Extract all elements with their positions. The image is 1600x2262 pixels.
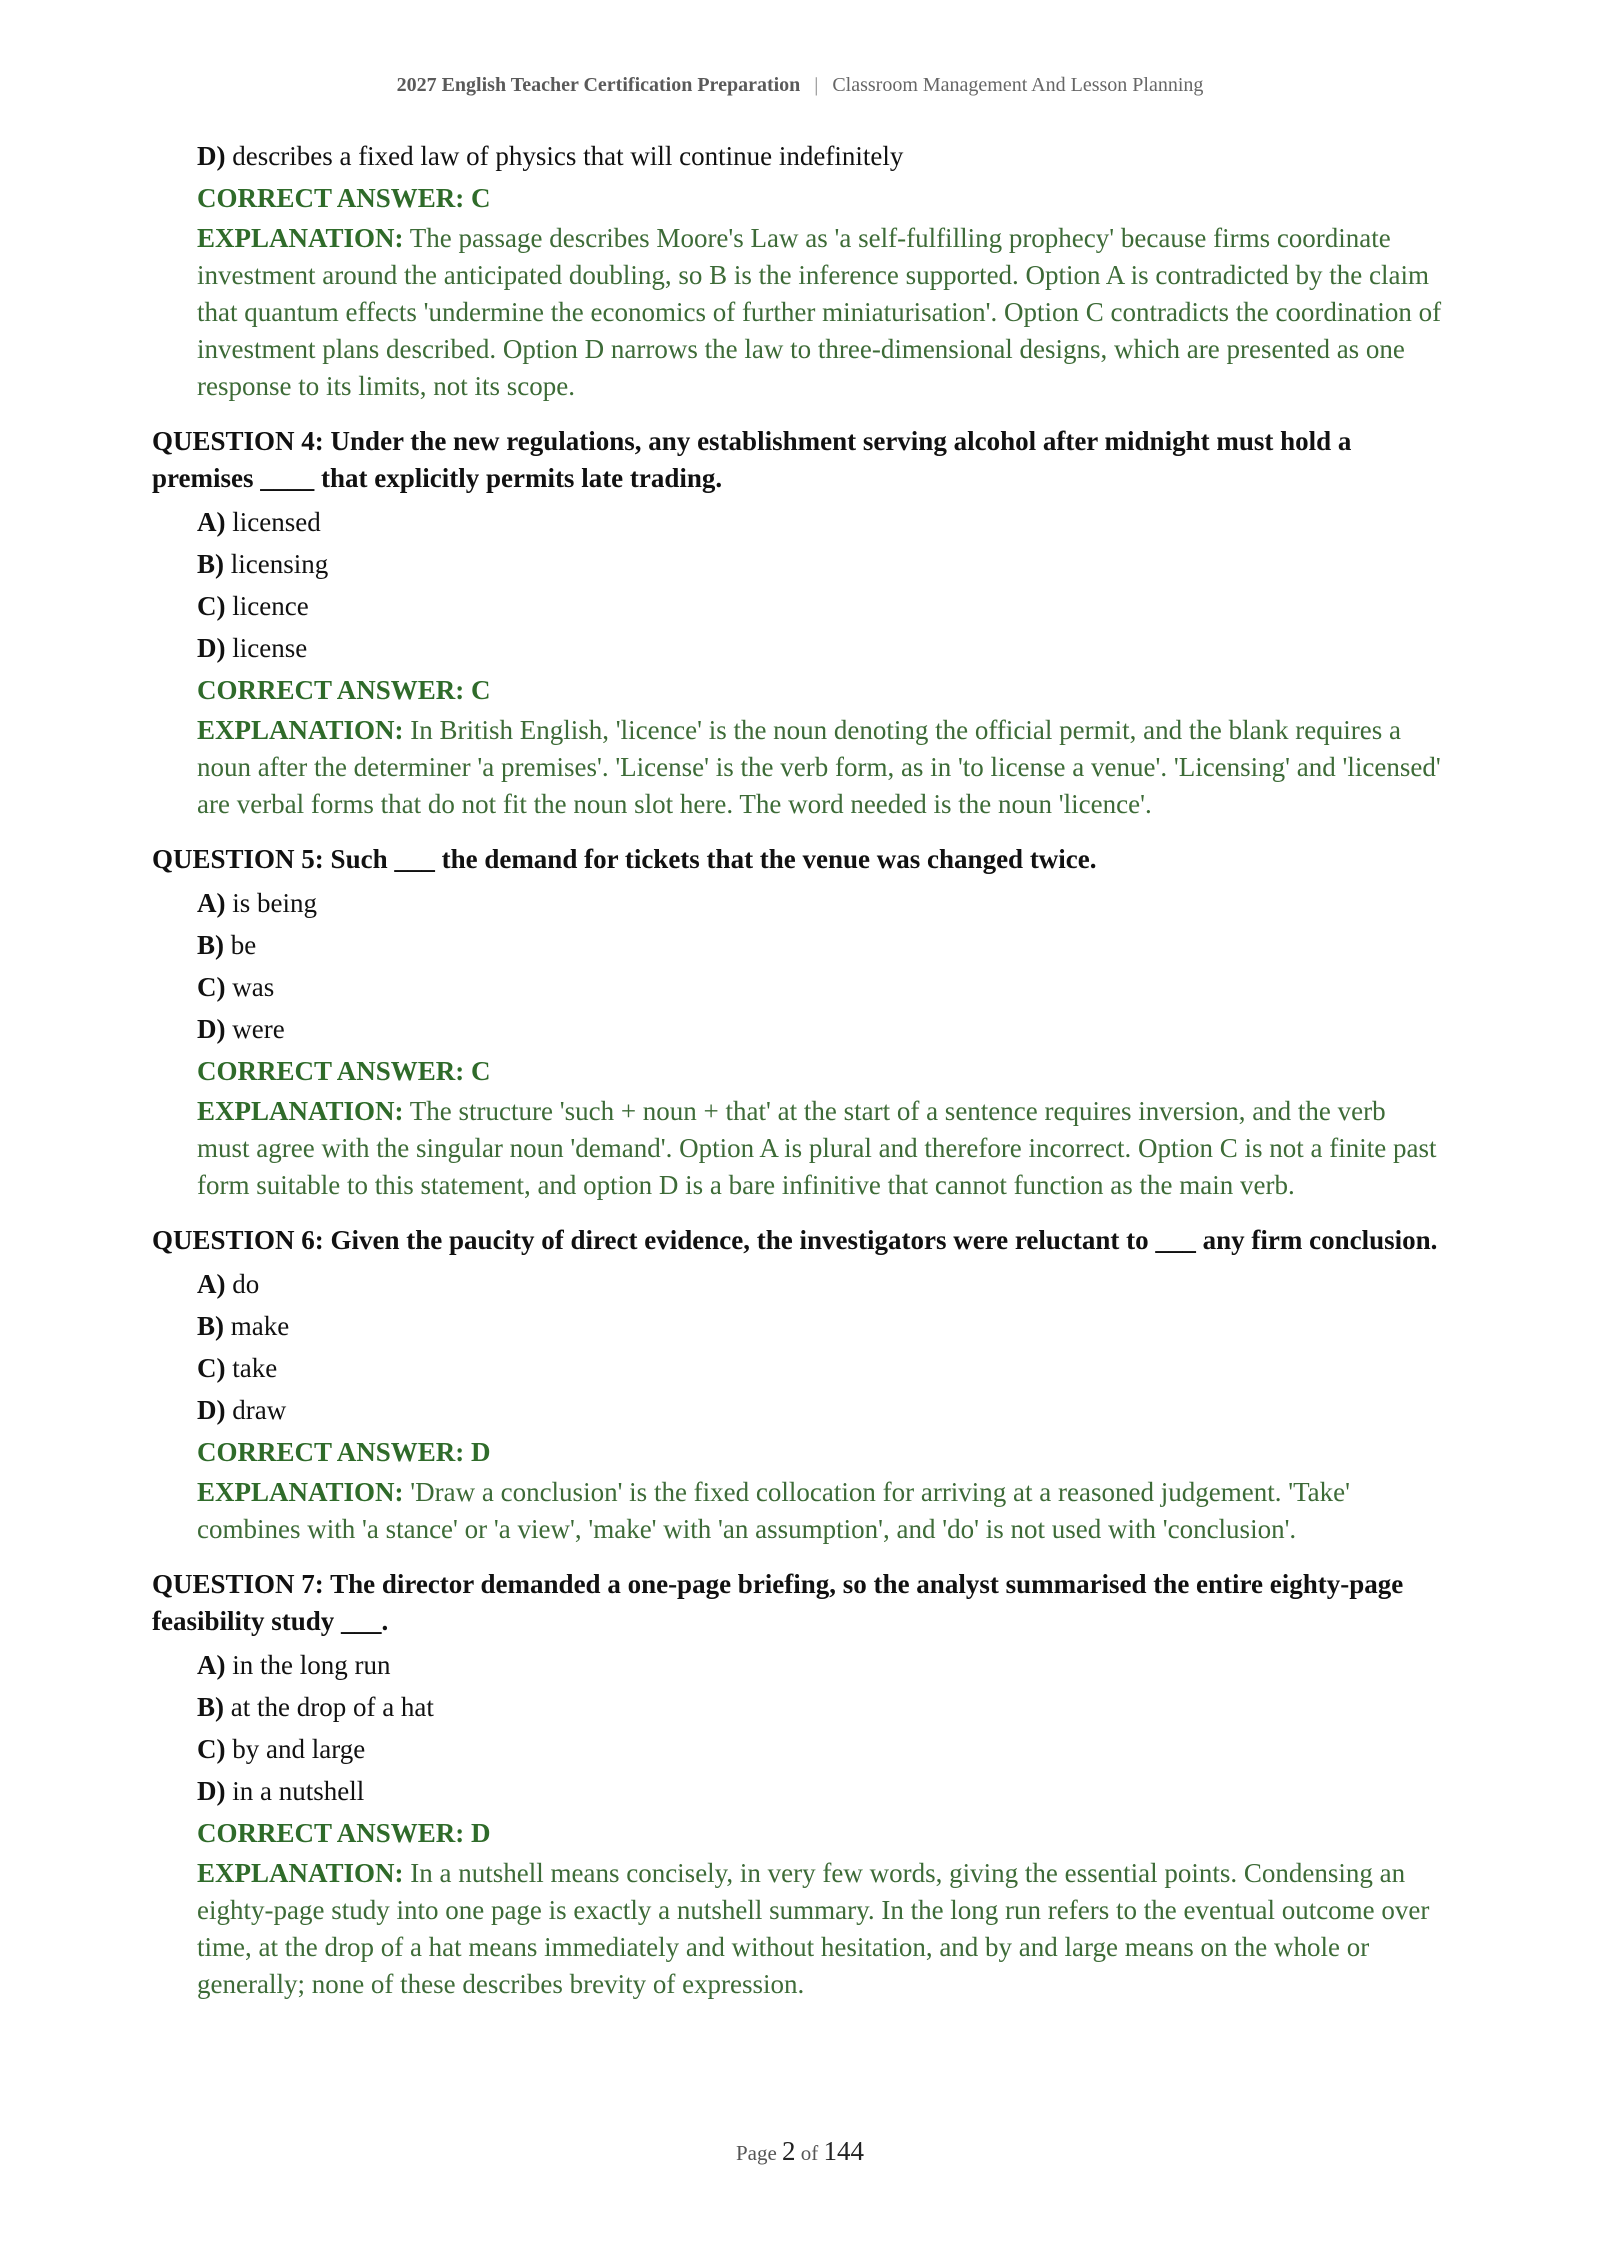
option-a [197, 1263, 1442, 1305]
question-stem [152, 1222, 1442, 1259]
question-text: Such ___ the demand for tickets that the venue was changed twice. [330, 844, 1097, 874]
option-d [197, 1389, 1442, 1431]
option-letter: A) [197, 1650, 226, 1680]
option-letter: A) [197, 507, 226, 537]
question-block-4 [152, 423, 1442, 823]
explanation-label: EXPLANATION: [197, 223, 404, 253]
option-text: is being [232, 888, 317, 918]
option-text: licensed [232, 507, 321, 537]
option-letter: D) [197, 633, 226, 663]
question-block-7 [152, 1566, 1442, 2003]
option-d [197, 1008, 1442, 1050]
option-letter: D) [197, 141, 226, 171]
option-text: license [232, 633, 308, 663]
option-letter: C) [197, 591, 226, 621]
question-text: The director demanded a one-page briefing, so the analyst summarised the entire eighty-page feasibility study ___. [152, 1569, 1404, 1636]
option-letter: B) [197, 1311, 224, 1341]
option-b [197, 1686, 1442, 1728]
option-letter: D) [197, 1014, 226, 1044]
option-a [197, 501, 1442, 543]
correct-answer: CORRECT ANSWER: C [197, 183, 491, 213]
explanation [197, 712, 1442, 823]
option-text: take [232, 1353, 278, 1383]
of-word: of [800, 2141, 819, 2165]
explanation-text: 'Draw a conclusion' is the fixed collocation for arriving at a reasoned judgement. 'Take' combines with 'a stance' or 'a view', 'make' with 'an assumption', and 'do' is not used with 'conclusion'. [197, 1477, 1351, 1544]
option-letter: C) [197, 1353, 226, 1383]
option-text: do [232, 1269, 260, 1299]
option-letter: A) [197, 888, 226, 918]
option-text: make [230, 1311, 290, 1341]
option-b [197, 924, 1442, 966]
correct-answer: CORRECT ANSWER: D [197, 1437, 491, 1467]
question-body [152, 1263, 1442, 1548]
header-separator: | [814, 74, 819, 96]
option-b [197, 1305, 1442, 1347]
option-letter: B) [197, 930, 224, 960]
option-text: by and large [232, 1734, 366, 1764]
option-letter: A) [197, 1269, 226, 1299]
option-text: be [230, 930, 257, 960]
question-block-6 [152, 1222, 1442, 1548]
option-letter: C) [197, 972, 226, 1002]
option-text: at the drop of a hat [230, 1692, 434, 1722]
correct-answer: CORRECT ANSWER: C [197, 675, 491, 705]
explanation-label: EXPLANATION: [197, 1096, 404, 1126]
running-header [0, 74, 1600, 97]
option-text: draw [232, 1395, 287, 1425]
explanation-label: EXPLANATION: [197, 1858, 404, 1888]
option-d [197, 1770, 1442, 1812]
option-c [197, 585, 1442, 627]
option-c [197, 1728, 1442, 1770]
correct-answer: CORRECT ANSWER: C [197, 1056, 491, 1086]
explanation [197, 1093, 1442, 1204]
question-label: QUESTION 5: [152, 844, 324, 874]
option-text: licence [232, 591, 309, 621]
option-letter: C) [197, 1734, 226, 1764]
explanation-label: EXPLANATION: [197, 715, 404, 745]
question-text: Given the paucity of direct evidence, the investigators were reluctant to ___ any firm conclusion. [330, 1225, 1438, 1255]
explanation-text: The structure 'such + noun + that' at the start of a sentence requires inversion, and the verb must agree with the singular noun 'demand'. Option A is plural and therefore incorrect. Option C is not a finite past form suitable to this statement, and option D is a bare infinitive that cannot function as the main verb. [197, 1096, 1437, 1200]
correct-answer: CORRECT ANSWER: D [197, 1818, 491, 1848]
question-stem [152, 423, 1442, 497]
total-pages: 144 [823, 2136, 865, 2166]
question-body [152, 882, 1442, 1204]
option-text: in the long run [232, 1650, 391, 1680]
option-letter: D) [197, 1395, 226, 1425]
option-letter: B) [197, 1692, 224, 1722]
explanation [197, 1855, 1442, 2003]
option-text: describes a fixed law of physics that will continue indefinitely [232, 141, 904, 171]
option-text: licensing [230, 549, 329, 579]
option-letter: B) [197, 549, 224, 579]
question-body [152, 501, 1442, 823]
page-number: 2 [782, 2136, 796, 2166]
option-a [197, 1644, 1442, 1686]
option-d [197, 135, 1442, 177]
option-letter: D) [197, 1776, 226, 1806]
question-label: QUESTION 7: [152, 1569, 324, 1599]
section-title: Classroom Management And Lesson Planning [832, 74, 1204, 96]
question-label: QUESTION 4: [152, 426, 324, 456]
question-body [152, 1644, 1442, 2003]
explanation-text: In British English, 'licence' is the noun denoting the official permit, and the blank requires a noun after the determiner 'a premises'. 'License' is the verb form, as in 'to license a venue'. 'Licensing' and 'licensed' are verbal forms that do not fit the noun slot here. The word needed is the noun 'licence'. [197, 715, 1441, 819]
question-block-5 [152, 841, 1442, 1204]
option-text: in a nutshell [232, 1776, 365, 1806]
option-d [197, 627, 1442, 669]
question-label: QUESTION 6: [152, 1225, 324, 1255]
book-title: 2027 English Teacher Certification Preparation [396, 74, 801, 96]
question-stem [152, 841, 1442, 878]
page-word: Page [735, 2141, 777, 2165]
question-text: Under the new regulations, any establishment serving alcohol after midnight must hold a premises ____ that explicitly permits late trading. [152, 426, 1352, 493]
option-b [197, 543, 1442, 585]
page-content [152, 135, 1442, 2003]
page-footer [0, 2136, 1600, 2167]
option-text: were [232, 1014, 285, 1044]
carryover-block [152, 135, 1442, 405]
explanation [197, 1474, 1442, 1548]
explanation-text: The passage describes Moore's Law as 'a self-fulfilling prophecy' because firms coordinate investment around the anticipated doubling, so B is the inference supported. Option A is contradicted by the claim that quantum effects 'undermine the economics of further miniaturisation'. Option C contradicts the coordination of investment plans described. Option D narrows the law to three-dimensional designs, which are presented as one response to its limits, not its scope. [197, 223, 1442, 401]
option-c [197, 966, 1442, 1008]
option-a [197, 882, 1442, 924]
option-c [197, 1347, 1442, 1389]
question-stem [152, 1566, 1442, 1640]
explanation-label: EXPLANATION: [197, 1477, 404, 1507]
explanation-text: In a nutshell means concisely, in very few words, giving the essential points. Condensing an eighty-page study into one page is exactly a nutshell summary. In the long run refers to the eventual outcome over time, at the drop of a hat means immediately and without hesitation, and by and large means on the whole or generally; none of these describes brevity of expression. [197, 1858, 1430, 1999]
option-text: was [232, 972, 275, 1002]
explanation [197, 220, 1442, 405]
